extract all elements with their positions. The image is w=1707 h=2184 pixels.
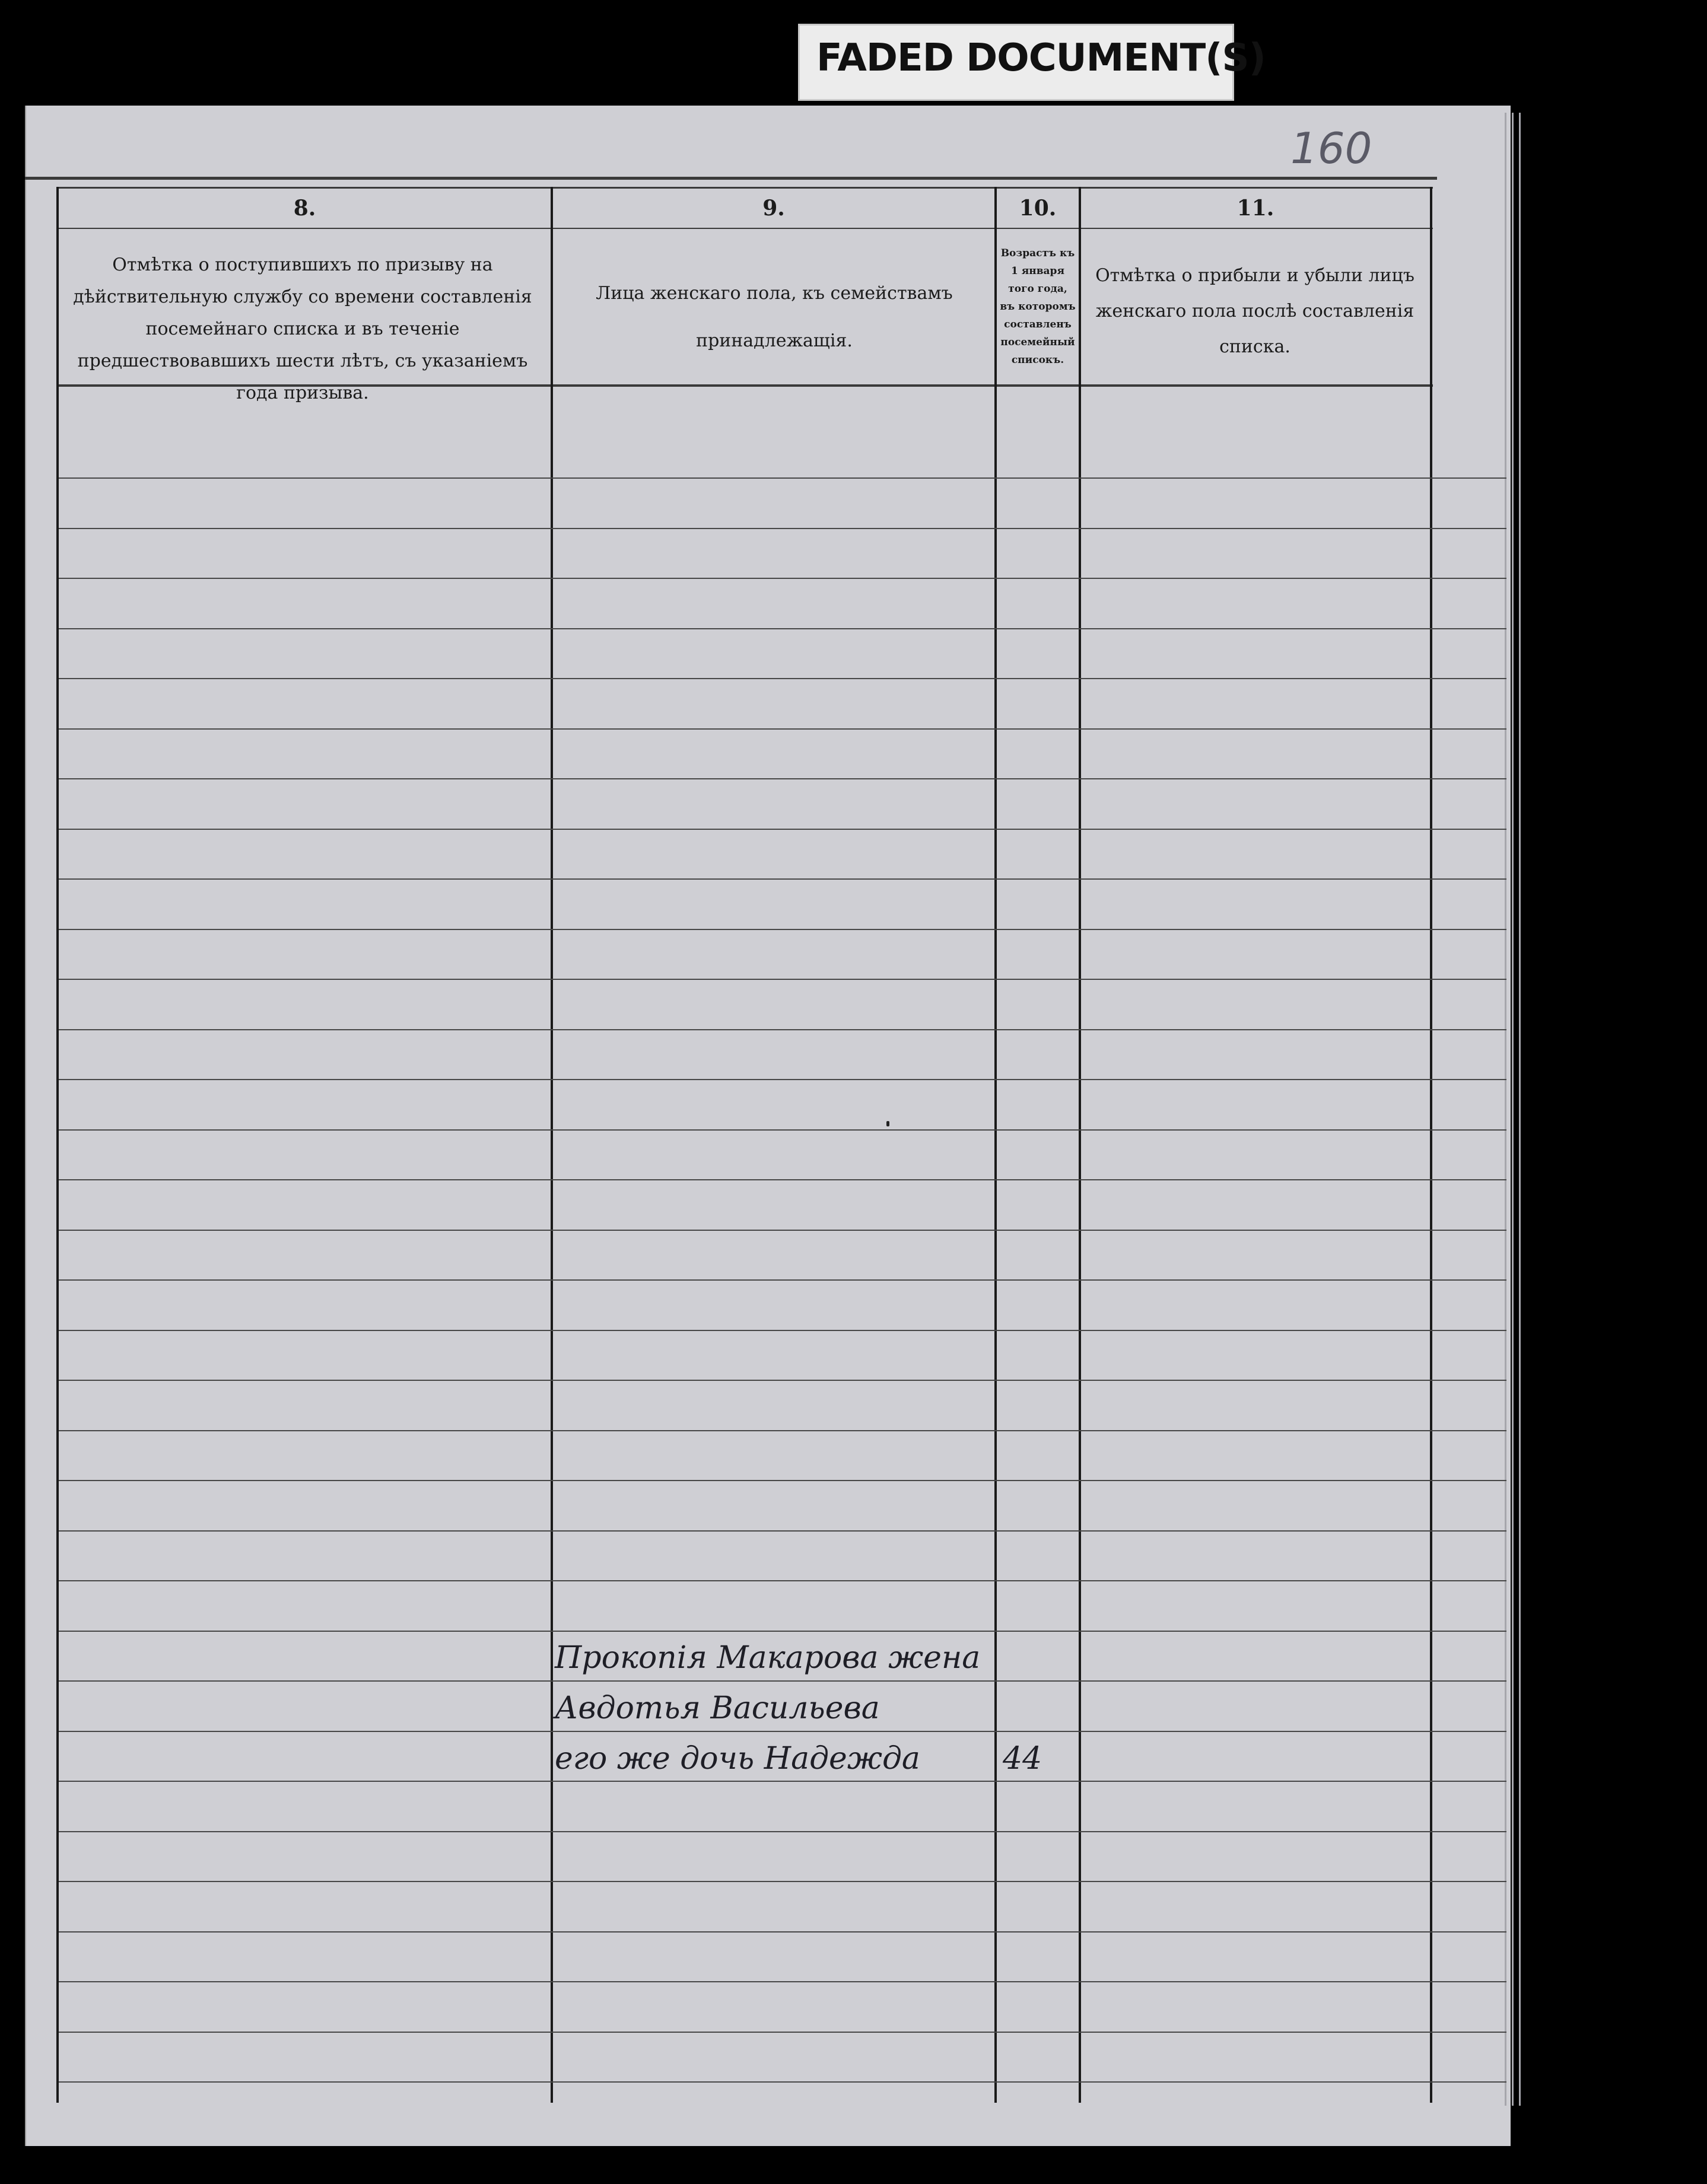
- page-edge: [1519, 113, 1521, 2106]
- column-rule: [994, 187, 997, 2103]
- stamp-text: FADED DOCUMENT(S): [816, 36, 1266, 80]
- column-rule: [1079, 187, 1081, 2103]
- ruled-line: [59, 2032, 1506, 2033]
- entry-name: Авдотья Васильева: [555, 1690, 880, 1726]
- ruled-line: [59, 1631, 1506, 1632]
- entry-name: его же дочь Надежда: [555, 1741, 920, 1777]
- column-rule: [551, 187, 553, 2103]
- ruled-line: [59, 829, 1506, 830]
- ruled-line: [59, 778, 1506, 779]
- column-number-11: 11.: [1236, 196, 1274, 221]
- ruled-line: [59, 678, 1506, 679]
- ruled-line: [59, 728, 1506, 730]
- ruled-line: [59, 477, 1506, 479]
- ruled-line: [59, 1230, 1506, 1231]
- header-top-rule: [25, 177, 1437, 180]
- ruled-line: [59, 1580, 1506, 1581]
- ruled-line: [59, 878, 1506, 880]
- column-number-8: 8.: [293, 196, 316, 221]
- ruled-line: [59, 1981, 1506, 1982]
- page-edge: [1512, 113, 1514, 2106]
- ruled-line: [59, 1881, 1506, 1882]
- ruled-line: [59, 1731, 1506, 1732]
- ruled-line: [59, 1680, 1506, 1682]
- ruled-line: [59, 929, 1506, 930]
- register-page: [25, 106, 1511, 2146]
- folio-number: 160: [1290, 123, 1372, 173]
- column-number-10: 10.: [1019, 196, 1057, 221]
- ruled-line: [59, 1330, 1506, 1331]
- ruled-line: [59, 1380, 1506, 1381]
- ink-speck: [886, 1121, 889, 1126]
- ruled-line: [59, 528, 1506, 529]
- column-heading-9: Лица женскаго пола, къ семействамъ принадлежащія.: [596, 283, 953, 351]
- ruled-line: [59, 1480, 1506, 1481]
- ruled-line: [59, 1781, 1506, 1782]
- ruled-line: [59, 1279, 1506, 1281]
- ruled-line: [59, 1831, 1506, 1832]
- ruled-line: [59, 628, 1506, 629]
- entry-age: 44: [1003, 1741, 1042, 1777]
- ruled-line: [59, 1129, 1506, 1131]
- number-row-rule: [56, 228, 1433, 229]
- ruled-line: [59, 1530, 1506, 1532]
- ruled-line: [59, 1430, 1506, 1431]
- header-inner-rule: [56, 187, 1433, 189]
- column-heading-11: Отмѣтка о прибыли и убыли лицъ женскаго пола послѣ составленія списка.: [1095, 265, 1414, 357]
- page-edge: [1505, 113, 1506, 2106]
- ruled-line: [59, 1079, 1506, 1080]
- ruled-line: [59, 1179, 1506, 1180]
- ruled-line: [59, 979, 1506, 980]
- column-heading-8: Отмѣтка о поступившихъ по призыву на дѣйствительную службу со времени составленія посемейнаго списка и въ теченіе предшествовавшихъ шести лѣтъ, съ указаніемъ года призыва.: [73, 254, 532, 403]
- ruled-line: [59, 578, 1506, 579]
- faded-document-stamp: [798, 24, 1266, 101]
- ruled-line: [59, 2081, 1506, 2083]
- column-heading-10: Возрастъ къ 1 января того года, въ которомъ составленъ посемейный списокъ.: [1000, 247, 1076, 366]
- column-rule: [56, 187, 59, 2103]
- column-rule: [1430, 187, 1432, 2103]
- ruled-line: [59, 1931, 1506, 1933]
- ruled-line: [59, 1029, 1506, 1030]
- entry-name: Прокопія Макарова жена: [555, 1640, 981, 1676]
- column-number-9: 9.: [762, 196, 785, 221]
